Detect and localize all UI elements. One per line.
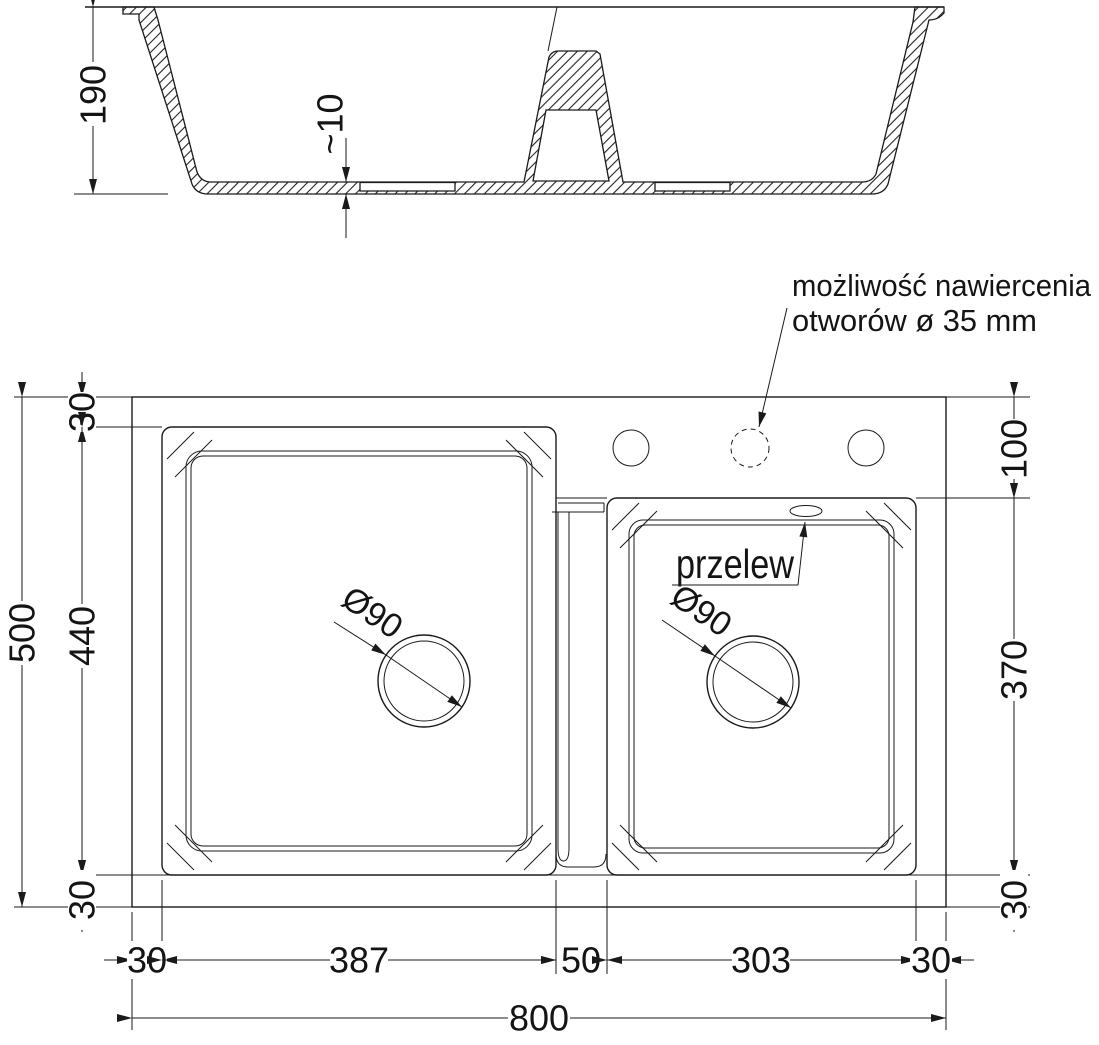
dim-margin-bottom-right: 30	[993, 879, 1035, 921]
dim-row-margin-right: 30	[910, 939, 952, 981]
overflow-leader	[798, 522, 805, 585]
dim-margin-bottom-left: 30	[61, 879, 103, 921]
optional-hole-dashed	[731, 429, 769, 467]
dim-left-bowl-width: 387	[328, 939, 390, 981]
section-body	[123, 7, 944, 194]
dim-bottom-thickness: ~10	[309, 93, 351, 155]
dims-overall-width	[132, 998, 946, 1039]
drain-label-right: Ø90	[663, 577, 739, 645]
dim-divider-gap: 50	[560, 939, 602, 981]
faucet-hole-left	[613, 430, 649, 466]
dims-bottom-row	[104, 940, 974, 981]
note-leader-line	[759, 308, 787, 427]
dim-left-bowl-depth: 440	[61, 605, 103, 667]
section-view	[73, 7, 945, 238]
overflow	[672, 506, 822, 588]
dim-faucet-ledge: 100	[993, 418, 1035, 480]
plan-view	[2, 372, 1035, 1039]
dims-right	[994, 397, 1035, 932]
divider-edge-line	[548, 7, 557, 51]
dim-overall-width: 800	[508, 997, 570, 1039]
dim-right-bowl-width: 303	[730, 939, 792, 981]
overflow-label: przelew	[676, 541, 795, 587]
overflow-slot	[790, 506, 822, 517]
note-line-2: otworów ø 35 mm	[792, 303, 1037, 338]
dim-section-depth: 190	[72, 64, 114, 126]
dims-left	[2, 372, 103, 932]
extension-lines	[14, 397, 1030, 1030]
dim-margin-top: 30	[61, 391, 103, 433]
dim-overall-depth: 500	[1, 602, 43, 664]
dim-row-margin-left: 30	[126, 939, 168, 981]
note-line-1: możliwość nawiercenia	[792, 268, 1092, 303]
faucet-hole-right	[848, 430, 884, 466]
note-drill-holes	[759, 268, 1092, 427]
divider-channel	[552, 498, 607, 867]
drain-label-left: Ø90	[334, 579, 410, 647]
left-bowl	[162, 427, 556, 875]
dim-right-bowl-depth: 370	[993, 639, 1035, 701]
